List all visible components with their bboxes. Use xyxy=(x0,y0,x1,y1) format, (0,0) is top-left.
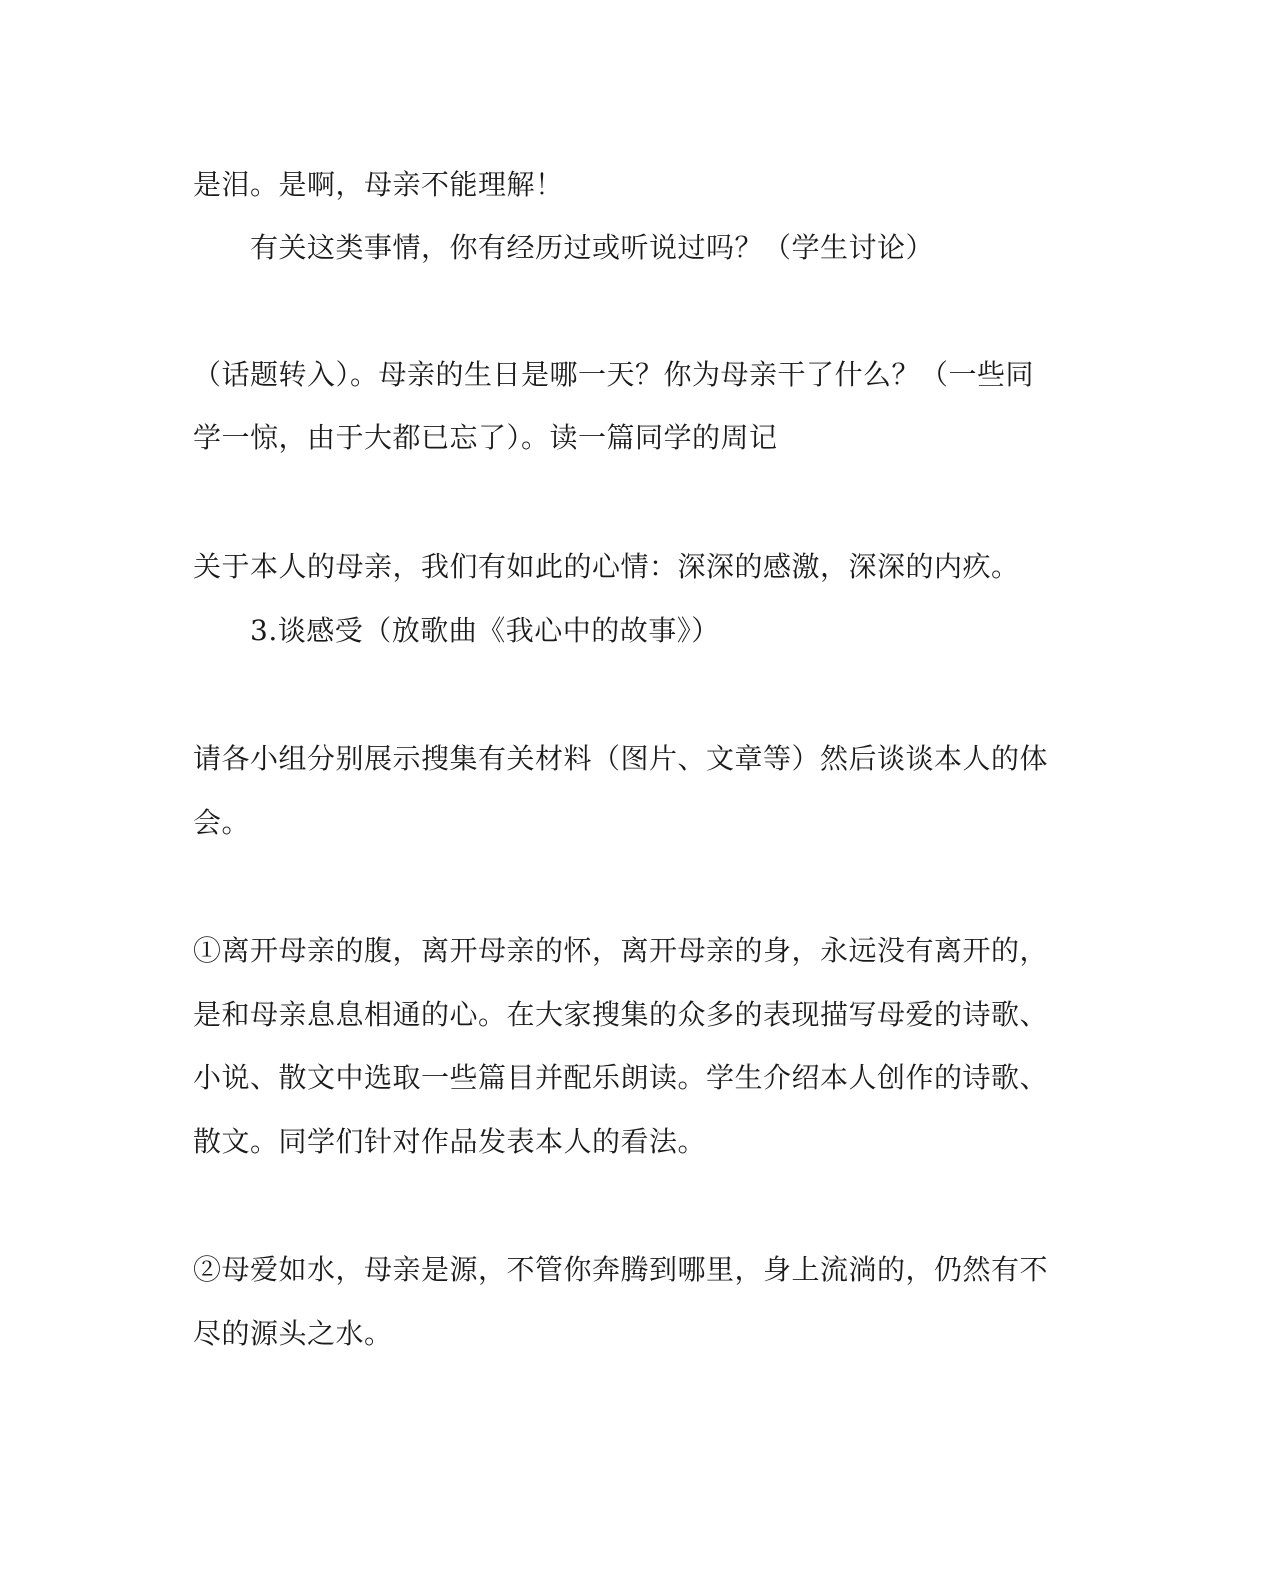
text-line-14: 尽的源头之水。 xyxy=(193,1317,393,1350)
text-line-13: ②母爱如水，母亲是源，不管你奔腾到哪里，身上流淌的，仍然有不 xyxy=(193,1253,1049,1286)
text-line-12: 散文。同学们针对作品发表本人的看法。 xyxy=(193,1125,707,1158)
text-line-5: 关于本人的母亲，我们有如此的心情：深深的感激，深深的内疚。 xyxy=(193,550,1020,583)
text-line-2: 有关这类事情，你有经历过或听说过吗？（学生讨论） xyxy=(250,231,935,264)
text-line-9: ①离开母亲的腹，离开母亲的怀，离开母亲的身，永远没有离开的， xyxy=(193,934,1049,967)
text-line-4: 学一惊，由于大都已忘了）。读一篇同学的周记 xyxy=(193,421,778,454)
text-line-6: 3.谈感受（放歌曲《我心中的故事》） xyxy=(250,614,720,647)
text-line-7: 请各小组分别展示搜集有关材料（图片、文章等）然后谈谈本人的体 xyxy=(193,742,1049,775)
text-line-1: 是泪。是啊，母亲不能理解！ xyxy=(193,168,564,201)
text-line-3: （话题转入）。母亲的生日是哪一天？你为母亲干了什么？（一些同 xyxy=(193,358,1035,391)
text-line-10: 是和母亲息息相通的心。在大家搜集的众多的表现描写母爱的诗歌、 xyxy=(193,998,1049,1031)
text-line-11: 小说、散文中选取一些篇目并配乐朗读。学生介绍本人创作的诗歌、 xyxy=(193,1061,1049,1094)
text-line-8: 会。 xyxy=(193,806,251,839)
